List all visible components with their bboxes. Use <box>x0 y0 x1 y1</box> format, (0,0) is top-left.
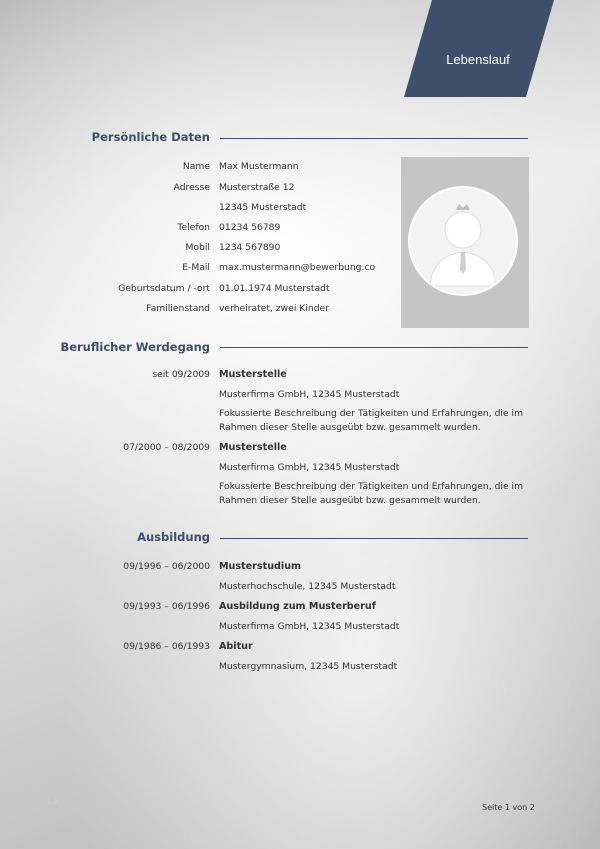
label-email: E-Mail <box>182 262 210 273</box>
value-email: max.mustermann@bewerbung.co <box>219 262 376 273</box>
value-name: Max Mustermann <box>219 161 299 172</box>
header-banner <box>404 0 554 97</box>
career-position: Musterstelle <box>219 369 287 380</box>
career-company: Musterfirma GmbH, 12345 Musterstadt <box>219 389 400 400</box>
section-divider <box>220 538 528 539</box>
career-company: Musterfirma GmbH, 12345 Musterstadt <box>219 462 400 473</box>
photo-frame <box>401 157 529 328</box>
value-city: 12345 Musterstadt <box>219 202 307 213</box>
watermark: hit.a <box>40 797 58 806</box>
value-mobile: 1234 567890 <box>219 242 281 253</box>
career-description: Fokussierte Beschreibung der Tätigkeiten und Erfahrungen, die im Rahmen dieser Stelle ausgeübt bzw. gesammelt wurden. <box>219 408 524 433</box>
value-family: verheiratet, zwei Kinder <box>219 303 329 314</box>
person-silhouette-icon <box>410 188 516 294</box>
document-title: Lebenslauf <box>446 52 510 67</box>
career-position: Musterstelle <box>219 442 287 453</box>
education-date: 09/1996 – 06/2000 <box>123 561 210 572</box>
section-title-personal: Persönliche Daten <box>91 130 210 144</box>
career-date: seit 09/2009 <box>152 369 210 380</box>
avatar-placeholder-icon <box>408 186 518 296</box>
value-phone: 01234 56789 <box>219 222 281 233</box>
label-mobile: Mobil <box>185 242 210 253</box>
education-institution: Musterfirma GmbH, 12345 Musterstadt <box>219 621 400 632</box>
label-family: Familienstand <box>146 303 210 314</box>
section-divider <box>220 138 528 139</box>
label-name: Name <box>182 161 210 172</box>
value-street: Musterstraße 12 <box>219 182 295 193</box>
education-institution: Mustergymnasium, 12345 Musterstadt <box>219 661 398 672</box>
career-description: Fokussierte Beschreibung der Tätigkeiten und Erfahrungen, die im Rahmen dieser Stelle ausgeübt bzw. gesammelt wurden. <box>219 481 524 506</box>
education-title: Abitur <box>219 641 253 652</box>
label-birth: Geburtsdatum / -ort <box>118 283 210 294</box>
career-date: 07/2000 – 08/2009 <box>123 442 210 453</box>
education-date: 09/1993 – 06/1996 <box>123 601 210 612</box>
label-address: Adresse <box>173 182 210 193</box>
section-divider <box>220 347 528 348</box>
section-title-career: Beruflicher Werdegang <box>60 340 210 354</box>
education-title: Ausbildung zum Musterberuf <box>219 601 376 612</box>
education-title: Musterstudium <box>219 561 302 572</box>
page-number: Seite 1 von 2 <box>482 803 535 812</box>
label-phone: Telefon <box>177 222 210 233</box>
education-date: 09/1986 – 06/1993 <box>123 641 210 652</box>
education-institution: Musterhochschule, 12345 Musterstadt <box>219 581 396 592</box>
section-title-education: Ausbildung <box>137 530 210 544</box>
value-birth: 01.01.1974 Musterstadt <box>219 283 330 294</box>
